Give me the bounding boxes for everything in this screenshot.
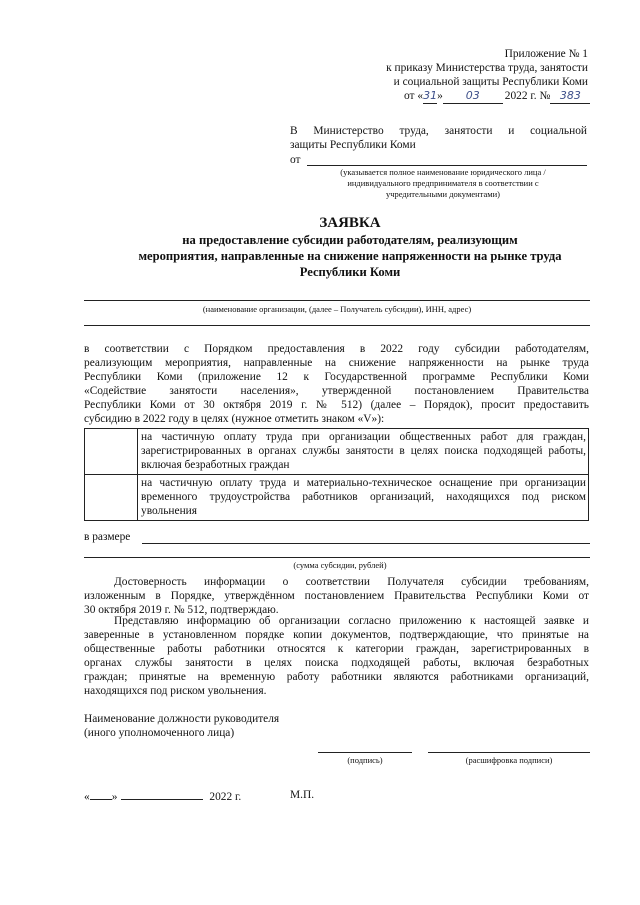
title-main: ЗАЯВКА bbox=[319, 215, 381, 231]
footer-date-close: » bbox=[111, 791, 118, 803]
footer-year: 2022 г. bbox=[209, 791, 242, 803]
attach-line-5: граждан; принятые на временную работу работники являются работниками организаций, bbox=[84, 671, 589, 683]
option-text-public-works: на частичную оплату труда при организации общественных работ для граждан, зарегистрированных в органах службы занятости в целях поиска подходящей работы, включая безработных граждан bbox=[138, 429, 589, 475]
amount-note: (сумма субсидии, рублей) bbox=[293, 560, 387, 570]
addressee-note-2: индивидуального предпринимателя в соответствии с bbox=[347, 178, 539, 188]
attach-line-1: Представляю информацию об организации согласно приложению к настоящей заявке и bbox=[114, 615, 589, 627]
date-prefix: от « bbox=[404, 90, 424, 102]
addressee-note-1: (указывается полное наименование юридического лица / bbox=[340, 167, 546, 177]
option-row-public-works bbox=[85, 429, 589, 475]
attach-paragraph bbox=[84, 614, 589, 698]
request-paragraph bbox=[84, 342, 589, 426]
handwritten-day: 31 bbox=[423, 89, 438, 102]
attach-line-4: органах службы занятости в целях поиска подходящей работы, включая безработных bbox=[84, 657, 589, 669]
appendix-block bbox=[288, 47, 588, 89]
request-line-1: в соответствии с Порядком предоставления в 2022 году субсидии работодателям, bbox=[84, 343, 589, 355]
request-line-2: реализующим мероприятия, направленные на снижение напряженности на рынке труда bbox=[84, 357, 589, 369]
footer-date-open: « bbox=[84, 791, 90, 803]
request-line-4: «Содействие занятости населения», утвержденной постановлением Правительства bbox=[84, 385, 589, 397]
request-line-3: Республики Коми (приложение 12 к Государственной программе Республики Коми bbox=[84, 371, 589, 383]
title-block bbox=[70, 214, 630, 280]
title-sub-1: на предоставление субсидии работодателям, реализующим bbox=[182, 233, 518, 247]
org-note: (наименование организации, (далее – Получатель субсидии), ИНН, адрес) bbox=[202, 304, 472, 314]
confirm-paragraph bbox=[84, 575, 589, 617]
attach-line-2: заверенные в установленном порядке копии документов, подтверждающие, что принятые на bbox=[84, 629, 589, 641]
confirm-line-2: изложенным в Порядке, утверждённом постановлением Правительства Республики Коми от bbox=[84, 590, 589, 602]
amount-field-line-2 bbox=[84, 557, 590, 558]
confirm-line-3: 30 октября 2019 г. № 512, подтверждаю. bbox=[84, 604, 279, 616]
appendix-ministry-line: и социальной защиты Республики Коми bbox=[393, 76, 588, 88]
title-sub-3: Республики Коми bbox=[299, 265, 401, 279]
signatory-position bbox=[84, 712, 279, 740]
attach-line-3: общественные работы работники относятся к категории граждан, зарегистрированных в bbox=[84, 643, 589, 655]
handwritten-number: 383 bbox=[550, 89, 590, 104]
option-checkbox-public-works[interactable] bbox=[85, 429, 138, 475]
org-field-line-2 bbox=[84, 325, 590, 326]
title-sub-2: мероприятия, направленные на снижение напряженности на рынке труда bbox=[138, 249, 562, 263]
org-field-line bbox=[84, 300, 590, 301]
confirm-line-1: Достоверность информации о соответствии Получателя субсидии требованиям, bbox=[114, 576, 589, 588]
appendix-order-line: к приказу Министерства труда, занятости bbox=[386, 62, 588, 74]
signature-decode-field-line bbox=[428, 752, 590, 753]
attach-line-6: находящихся под риском увольнения. bbox=[84, 685, 267, 697]
appendix-date-line bbox=[404, 89, 590, 104]
options-table bbox=[84, 428, 589, 521]
amount-label: в размере bbox=[84, 531, 131, 543]
signature-decode-note: (расшифровка подписи) bbox=[465, 755, 553, 765]
addressee-line-1: В Министерство труда, занятости и социальной bbox=[290, 125, 587, 137]
footer-month-field bbox=[121, 788, 203, 800]
amount-field-line bbox=[142, 543, 590, 544]
signatory-position-line-2: (иного уполномоченного лица) bbox=[84, 727, 235, 739]
from-label: от bbox=[290, 154, 301, 166]
handwritten-month: 03 bbox=[443, 89, 503, 104]
addressee-line-2: защиты Республики Коми bbox=[290, 139, 416, 151]
date-year: 2022 г. № bbox=[504, 90, 551, 102]
appendix-title: Приложение № 1 bbox=[504, 48, 588, 60]
signature-field-line bbox=[318, 752, 412, 753]
option-row-temporary-employment bbox=[85, 475, 589, 521]
stamp-place: М.П. bbox=[290, 789, 315, 801]
from-field-line bbox=[307, 165, 587, 166]
option-checkbox-temporary-employment[interactable] bbox=[85, 475, 138, 521]
footer-day-field bbox=[90, 788, 112, 800]
addressee-note bbox=[298, 167, 588, 200]
date-quote: » bbox=[437, 90, 443, 102]
footer-date-line bbox=[84, 788, 241, 804]
option-text-temporary-employment: на частичную оплату труда и материально-техническое оснащение при организации временного трудоустройства работников организаций, находящихся под риском увольнения bbox=[138, 475, 589, 521]
request-line-6: субсидию в 2022 году в целях (нужное отметить знаком «V»): bbox=[84, 413, 385, 425]
request-line-5: Республики Коми от 30 октября 2019 г. № 512) (далее – Порядок), просит предоставить bbox=[84, 399, 589, 411]
signature-note: (подпись) bbox=[347, 755, 383, 765]
signatory-position-line-1: Наименование должности руководителя bbox=[84, 713, 280, 725]
addressee-note-3: учредительными документами) bbox=[386, 189, 500, 199]
